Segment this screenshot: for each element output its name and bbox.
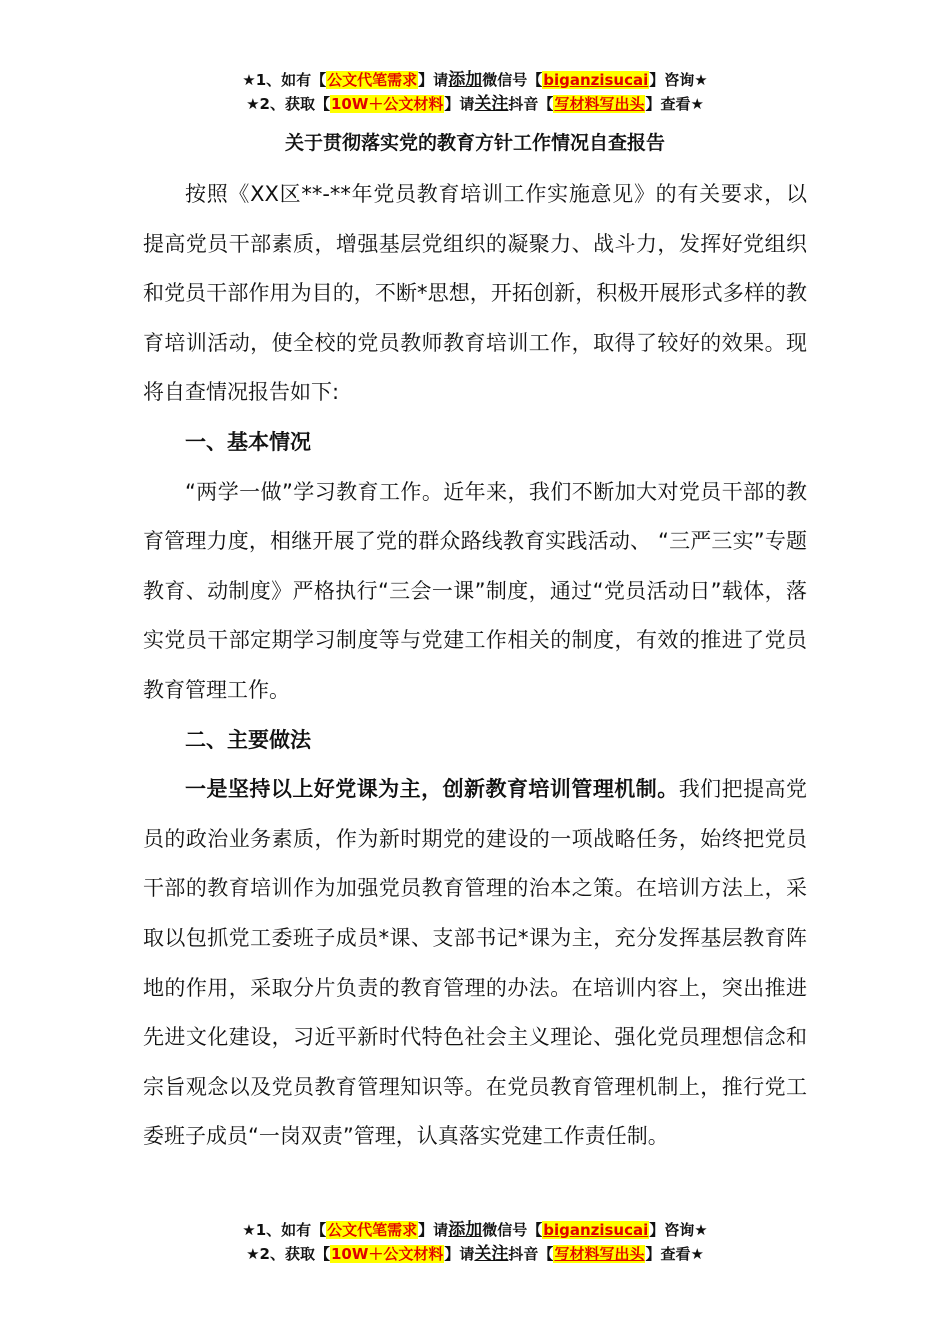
promo-emphasis: 添加 xyxy=(448,1220,483,1240)
bottom-promo-banner xyxy=(0,1218,950,1266)
promo-emphasis: 关注 xyxy=(474,1244,509,1264)
promo-line-2 xyxy=(0,92,950,116)
promo-text: 抖音【 xyxy=(508,1245,554,1263)
point-lead: 一是坚持以上好党课为主，创新教育培训管理机制。 xyxy=(185,777,679,802)
promo-highlight: 公文代笔需求 xyxy=(327,71,418,89)
promo-prefix: ★2、获取【 xyxy=(246,95,330,113)
point-paragraph-1 xyxy=(143,765,807,1162)
section-heading-basic: 一、基本情况 xyxy=(185,429,311,454)
promo-highlight: 公文代笔需求 xyxy=(327,1221,418,1239)
promo-text: 微信号【 xyxy=(482,71,543,89)
document-body xyxy=(143,170,807,1162)
promo-text: 微信号【 xyxy=(482,1221,543,1239)
promo-line-1 xyxy=(0,68,950,92)
document-title: 关于贯彻落实党的教育方针工作情况自查报告 xyxy=(284,132,665,154)
promo-emphasis: 添加 xyxy=(448,70,483,90)
section-heading-practices: 二、主要做法 xyxy=(185,727,311,752)
section-paragraph-basic: “两学一做”学习教育工作。近年来，我们不断加大对党员干部的教育管理力度，相继开展了党的群众路线教育实践活动、 “三严三实”专题教育、动制度》严格执行“三会一课”制度，通过“党员活动日”载体，落实党员干部定期学习制度等与党建工作相关的制度，有效的推进了党员教育管理工作。 xyxy=(143,479,807,702)
intro-paragraph: 按照《XX区**-**年党员教育培训工作实施意见》的有关要求，以提高党员干部素质，增强基层党组织的凝聚力、战斗力，发挥好党组织和党员干部作用为目的，不断*思想，开拓创新，积极开展形式多样的教育培训活动，使全校的党员教师教育培训工作，取得了较好的效果。现将自查情况报告如下: xyxy=(143,182,807,405)
promo-line-2 xyxy=(0,1242,950,1266)
promo-text: 】请 xyxy=(444,1245,475,1263)
top-promo-banner xyxy=(0,68,950,116)
promo-highlight: 10W＋公文材料 xyxy=(330,95,444,113)
promo-suffix: 】咨询★ xyxy=(649,71,708,89)
promo-text: 抖音【 xyxy=(508,95,554,113)
promo-wechat-id[interactable]: biganzisucai xyxy=(543,71,649,89)
promo-text: 】请 xyxy=(444,95,475,113)
promo-emphasis: 关注 xyxy=(474,94,509,114)
promo-prefix: ★2、获取【 xyxy=(246,1245,330,1263)
promo-douyin-id[interactable]: 写材料写出头 xyxy=(554,1245,645,1263)
promo-suffix: 】查看★ xyxy=(645,1245,704,1263)
promo-douyin-id[interactable]: 写材料写出头 xyxy=(554,95,645,113)
promo-highlight: 10W＋公文材料 xyxy=(330,1245,444,1263)
promo-wechat-id[interactable]: biganzisucai xyxy=(543,1221,649,1239)
promo-suffix: 】咨询★ xyxy=(649,1221,708,1239)
promo-line-1 xyxy=(0,1218,950,1242)
promo-prefix: ★1、如有【 xyxy=(242,1221,327,1239)
point-body: 我们把提高党员的政治业务素质，作为新时期党的建设的一项战略任务，始终把党员干部的教育培训作为加强党员教育管理的治本之策。在培训方法上，采取以包抓党工委班子成员*课、支部书记*课为主，充分发挥基层教育阵地的作用，采取分片负责的教育管理的办法。在培训内容上，突出推进先进文化建设，习近平新时代特色社会主义理论、强化党员理想信念和宗旨观念以及党员教育管理知识等。在党员教育管理机制上，推行党工委班子成员“一岗双责”管理，认真落实党建工作责任制。 xyxy=(143,777,808,1149)
promo-text: 】请 xyxy=(418,71,449,89)
promo-text: 】请 xyxy=(418,1221,449,1239)
promo-suffix: 】查看★ xyxy=(645,95,704,113)
promo-prefix: ★1、如有【 xyxy=(242,71,327,89)
